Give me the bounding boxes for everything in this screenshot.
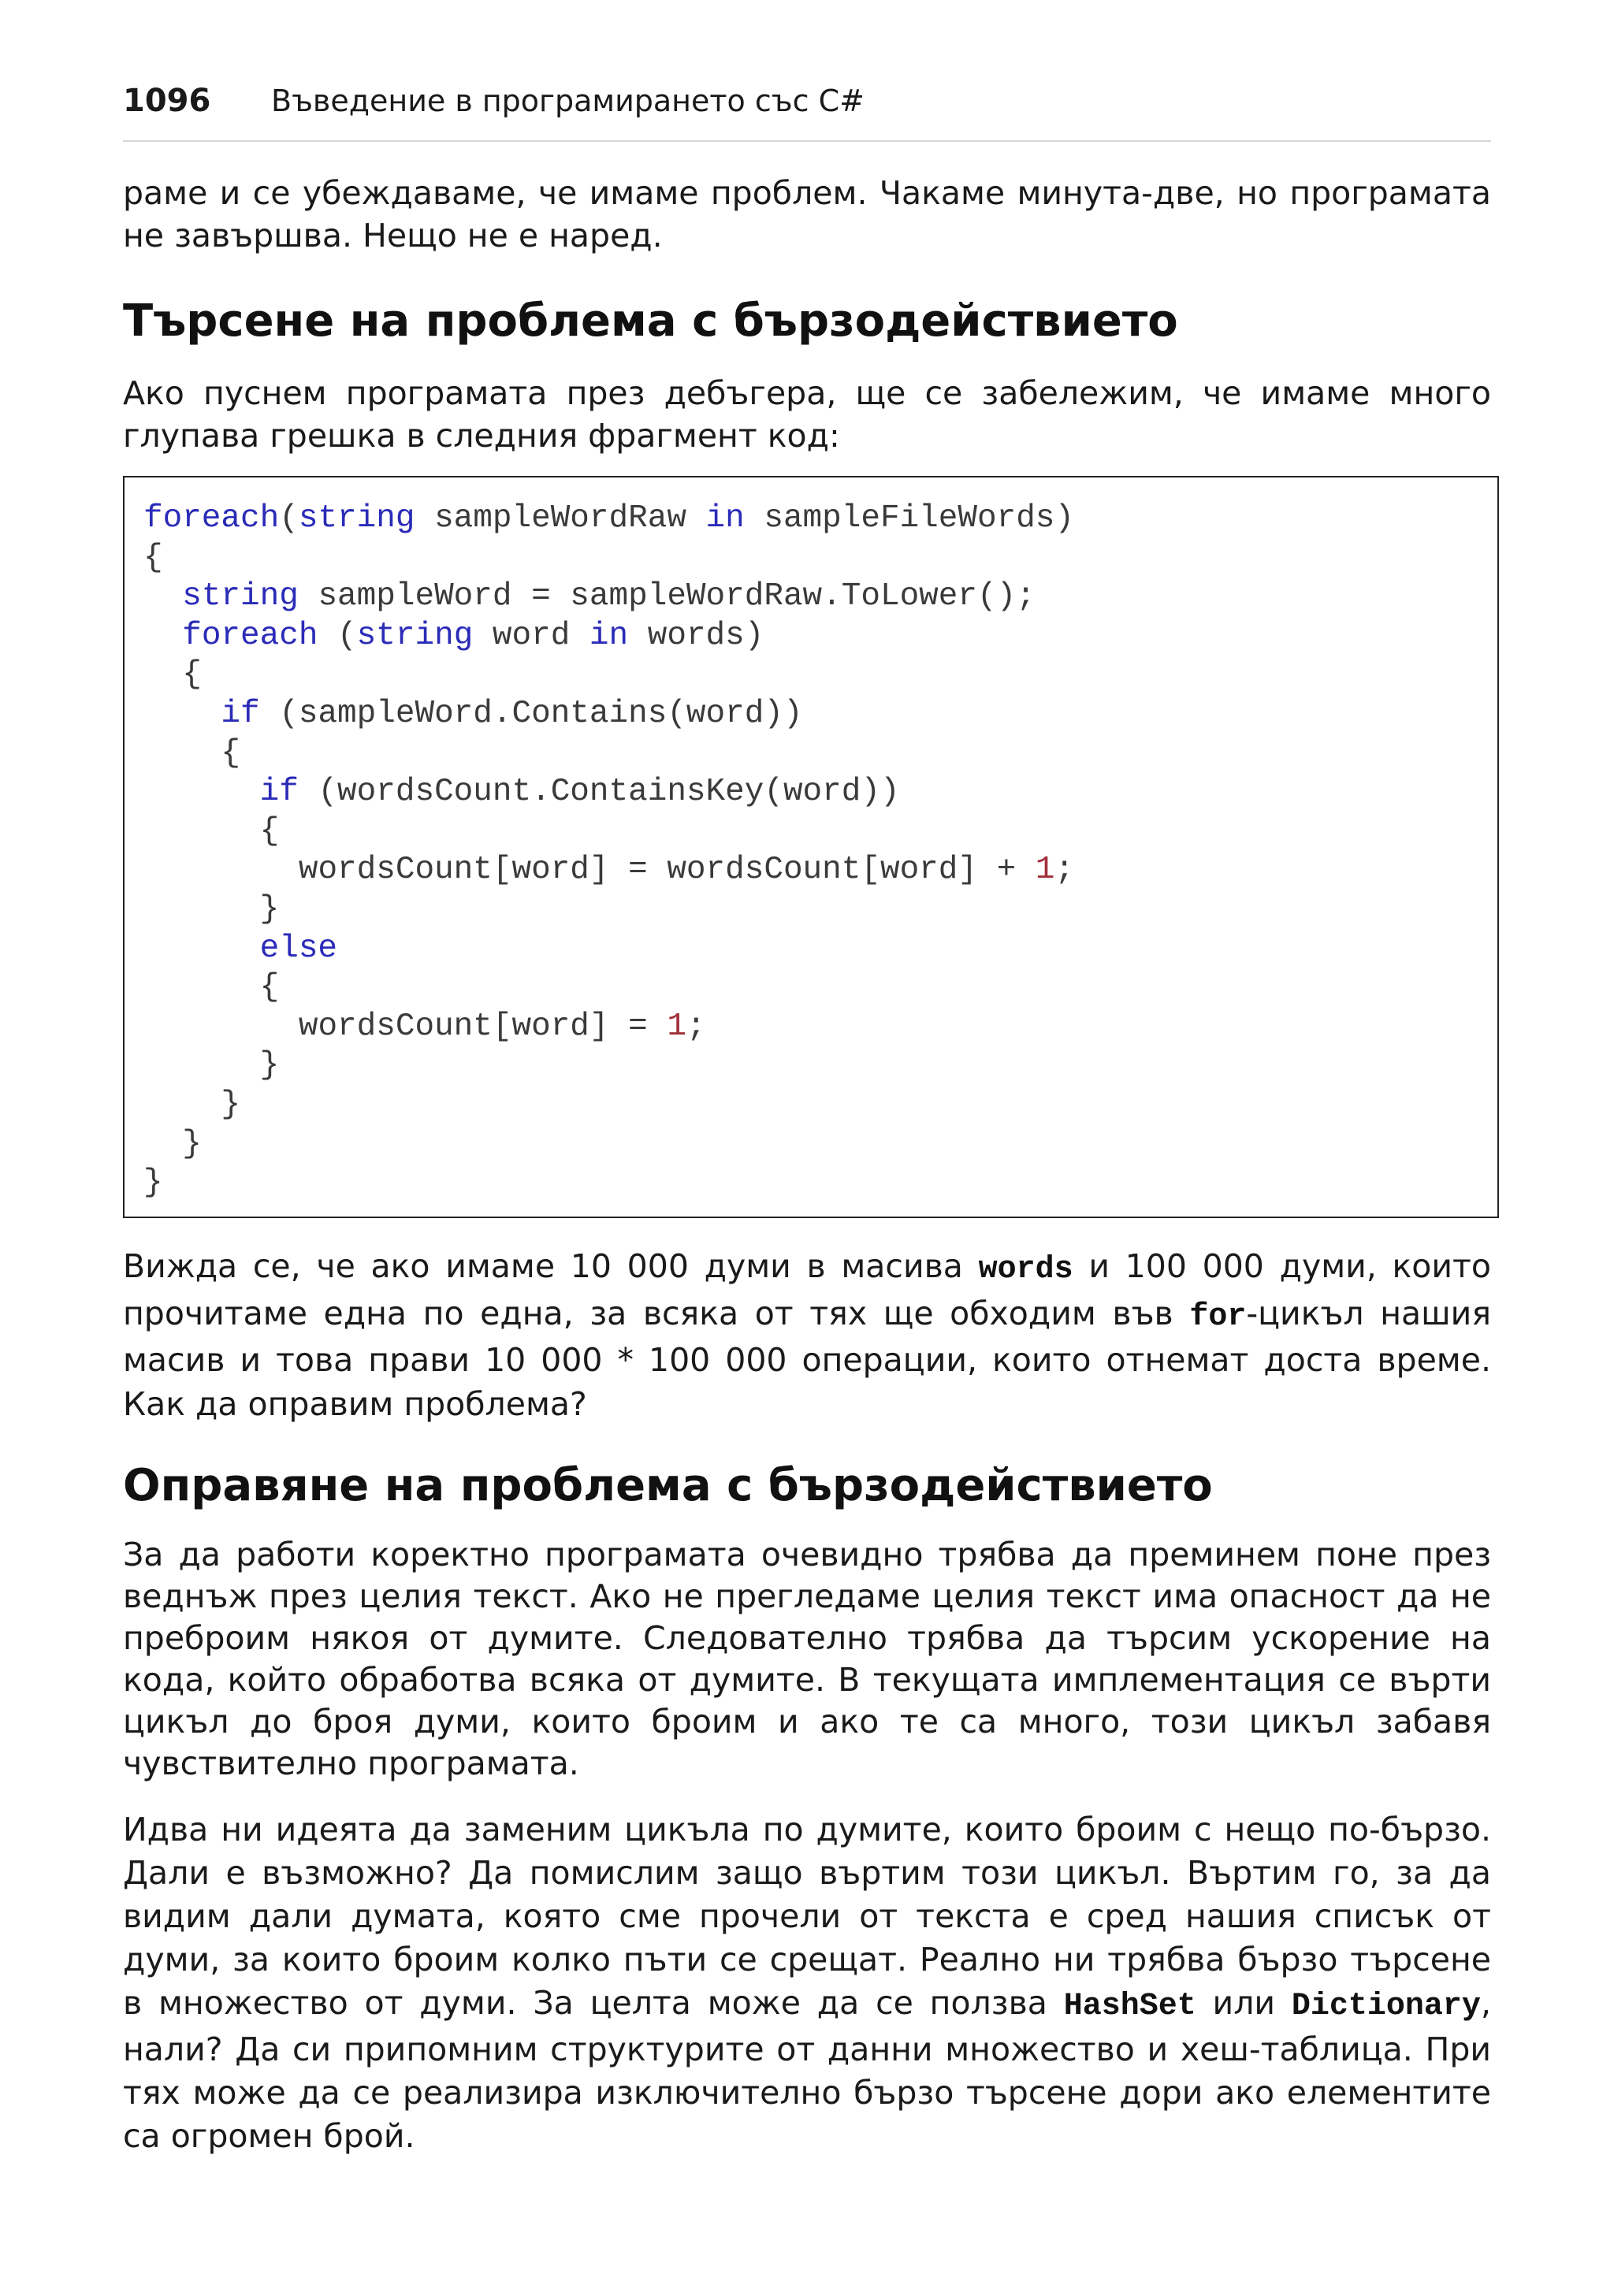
code-line: if (wordsCount.ContainsKey(word)) bbox=[259, 774, 900, 811]
code-line: wordsCount[word] = 1; bbox=[298, 1008, 706, 1045]
code-listing bbox=[123, 476, 1499, 1218]
code-line: { bbox=[143, 539, 163, 576]
code-line: { bbox=[182, 656, 202, 693]
book-title: Въведение в програмирането със C# bbox=[271, 84, 865, 118]
analysis-paragraph: Вижда се, че ако имаме 10 000 думи в масива words и 100 000 думи, които прочитаме една по една, за всяка от тях ще обходим във for-цикъл нашия масив и това прави 10 000 * 100 000 операции, които отнемат доста време. Как да оправим проблема? bbox=[123, 1247, 1491, 1423]
code-line: } bbox=[259, 1047, 280, 1084]
code-line: wordsCount[word] = wordsCount[word] + 1; bbox=[298, 852, 1075, 889]
code-line: foreach(string sampleWordRaw in sampleFileWords) bbox=[143, 500, 1075, 537]
code-line: { bbox=[259, 812, 280, 849]
intro-paragraph: раме и се убеждаваме, че имаме проблем. Чакаме минута-две, но програмата не завършва. Нещо не е наред. bbox=[123, 174, 1491, 254]
inline-code-words: words bbox=[978, 1252, 1073, 1287]
section-heading-search: Търсене на проблема с бързодействието bbox=[123, 295, 1178, 347]
section-fix-paragraph-1: За да работи коректно програмата очевидно трябва да преминем поне през веднъж през целия текст. Ако не прегледаме целия текст има опасност да не преброим някоя от думите. Следователно трябва да търсим ускорение на кода, който обработва всяка от думите. В текущата имплементация се върти цикъл до броя думи, които броим и ако те са много, този цикъл забавя чувствително програмата. bbox=[123, 1536, 1491, 1782]
code-line: string sampleWord = sampleWordRaw.ToLower(); bbox=[182, 578, 1036, 615]
section-heading-fix: Оправяне на проблема с бързодействието bbox=[123, 1460, 1213, 1511]
code-line: } bbox=[182, 1125, 202, 1162]
page-header bbox=[123, 79, 1491, 142]
code-line: { bbox=[259, 969, 280, 1006]
code-line: } bbox=[259, 890, 280, 927]
code-line: if (sampleWord.Contains(word)) bbox=[221, 695, 803, 732]
section-search-paragraph: Ако пуснем програмата през дебъгера, ще се забележим, че имаме много глупава грешка в следния фрагмент код: bbox=[123, 374, 1491, 455]
code-line: else bbox=[259, 930, 338, 967]
code-block bbox=[143, 500, 1074, 1203]
code-line: } bbox=[221, 1086, 241, 1123]
code-line: } bbox=[143, 1165, 163, 1202]
inline-code-dictionary: Dictionary bbox=[1291, 1989, 1481, 2024]
code-line: foreach (string word in words) bbox=[182, 617, 764, 654]
code-line: { bbox=[221, 734, 241, 771]
page-number: 1096 bbox=[123, 83, 211, 119]
section-fix-paragraph-2: Идва ни идеята да заменим цикъла по думите, които броим с нещо по-бързо. Дали е възможно? Да помислим защо въртим този цикъл. Въртим го, за да видим дали думата, която сме прочели от текста е сред нашия списък от думи, за които броим колко пъти се срещат. Реално ни трябва бързо търсене в множество от думи. За целта може да се ползва HashSet или Dictionary, нали? Да си припомним структурите от данни множество и хеш-таблица. При тях може да се реализира изключително бързо търсене дори ако елементите са огромен брой. bbox=[123, 1811, 1491, 2155]
inline-code-hashset: HashSet bbox=[1063, 1989, 1196, 2024]
inline-code-for: for bbox=[1189, 1298, 1247, 1335]
